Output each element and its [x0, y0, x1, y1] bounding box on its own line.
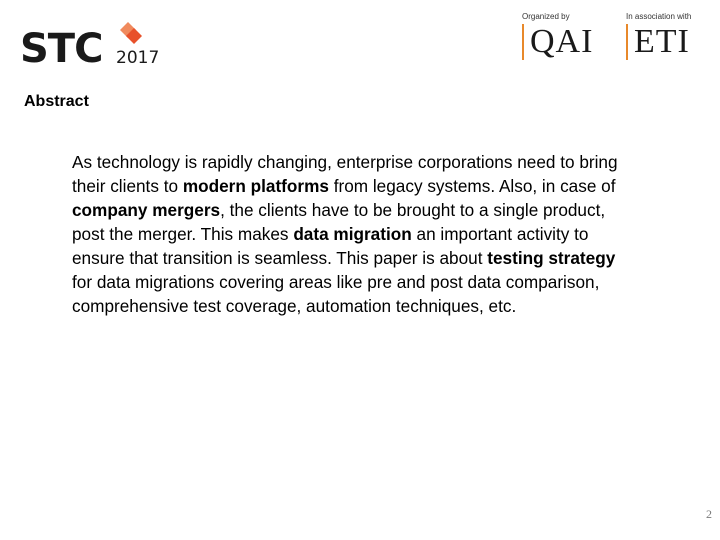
- abstract-text: an important activity to ensure that transition is seamless. This paper is about: [72, 224, 589, 268]
- page-number: 2: [706, 507, 712, 521]
- stc-logo-graphic: [20, 20, 176, 68]
- abstract-text: As technology is rapidly changing, enterprise corporations need to bring their clients to: [72, 152, 618, 196]
- abstract-text: , the clients have to be brought to a single product, post the merger. This makes: [72, 200, 606, 244]
- stc-logo-letters: STC: [20, 26, 103, 68]
- abstract-emphasis: data migration: [293, 224, 412, 244]
- organizer-accent-bar: [522, 24, 524, 60]
- association-caption: In association with: [626, 12, 692, 21]
- abstract-text: from legacy systems. Also, in case of: [328, 176, 616, 196]
- abstract-paragraph: [72, 150, 632, 318]
- abstract-emphasis: modern platforms: [182, 176, 329, 196]
- abstract-text: for data migrations covering areas like pre and post data comparison, comprehensive test coverage, automation techniques, etc.: [72, 272, 600, 316]
- stc-logo-year: 2017: [116, 48, 160, 68]
- page-title: Abstract: [24, 93, 89, 110]
- organizer-name: QAI: [530, 23, 594, 60]
- stc-2017-logo: [20, 20, 176, 68]
- abstract-emphasis: testing strategy: [487, 248, 616, 268]
- association-name: ETI: [634, 23, 690, 60]
- association-logo: [626, 24, 691, 60]
- organizer-block: [522, 12, 593, 60]
- organizer-caption: Organized by: [522, 12, 570, 21]
- association-accent-bar: [626, 24, 628, 60]
- organizer-logo: [522, 24, 593, 60]
- association-block: [626, 12, 691, 60]
- abstract-emphasis: company mergers: [72, 200, 221, 220]
